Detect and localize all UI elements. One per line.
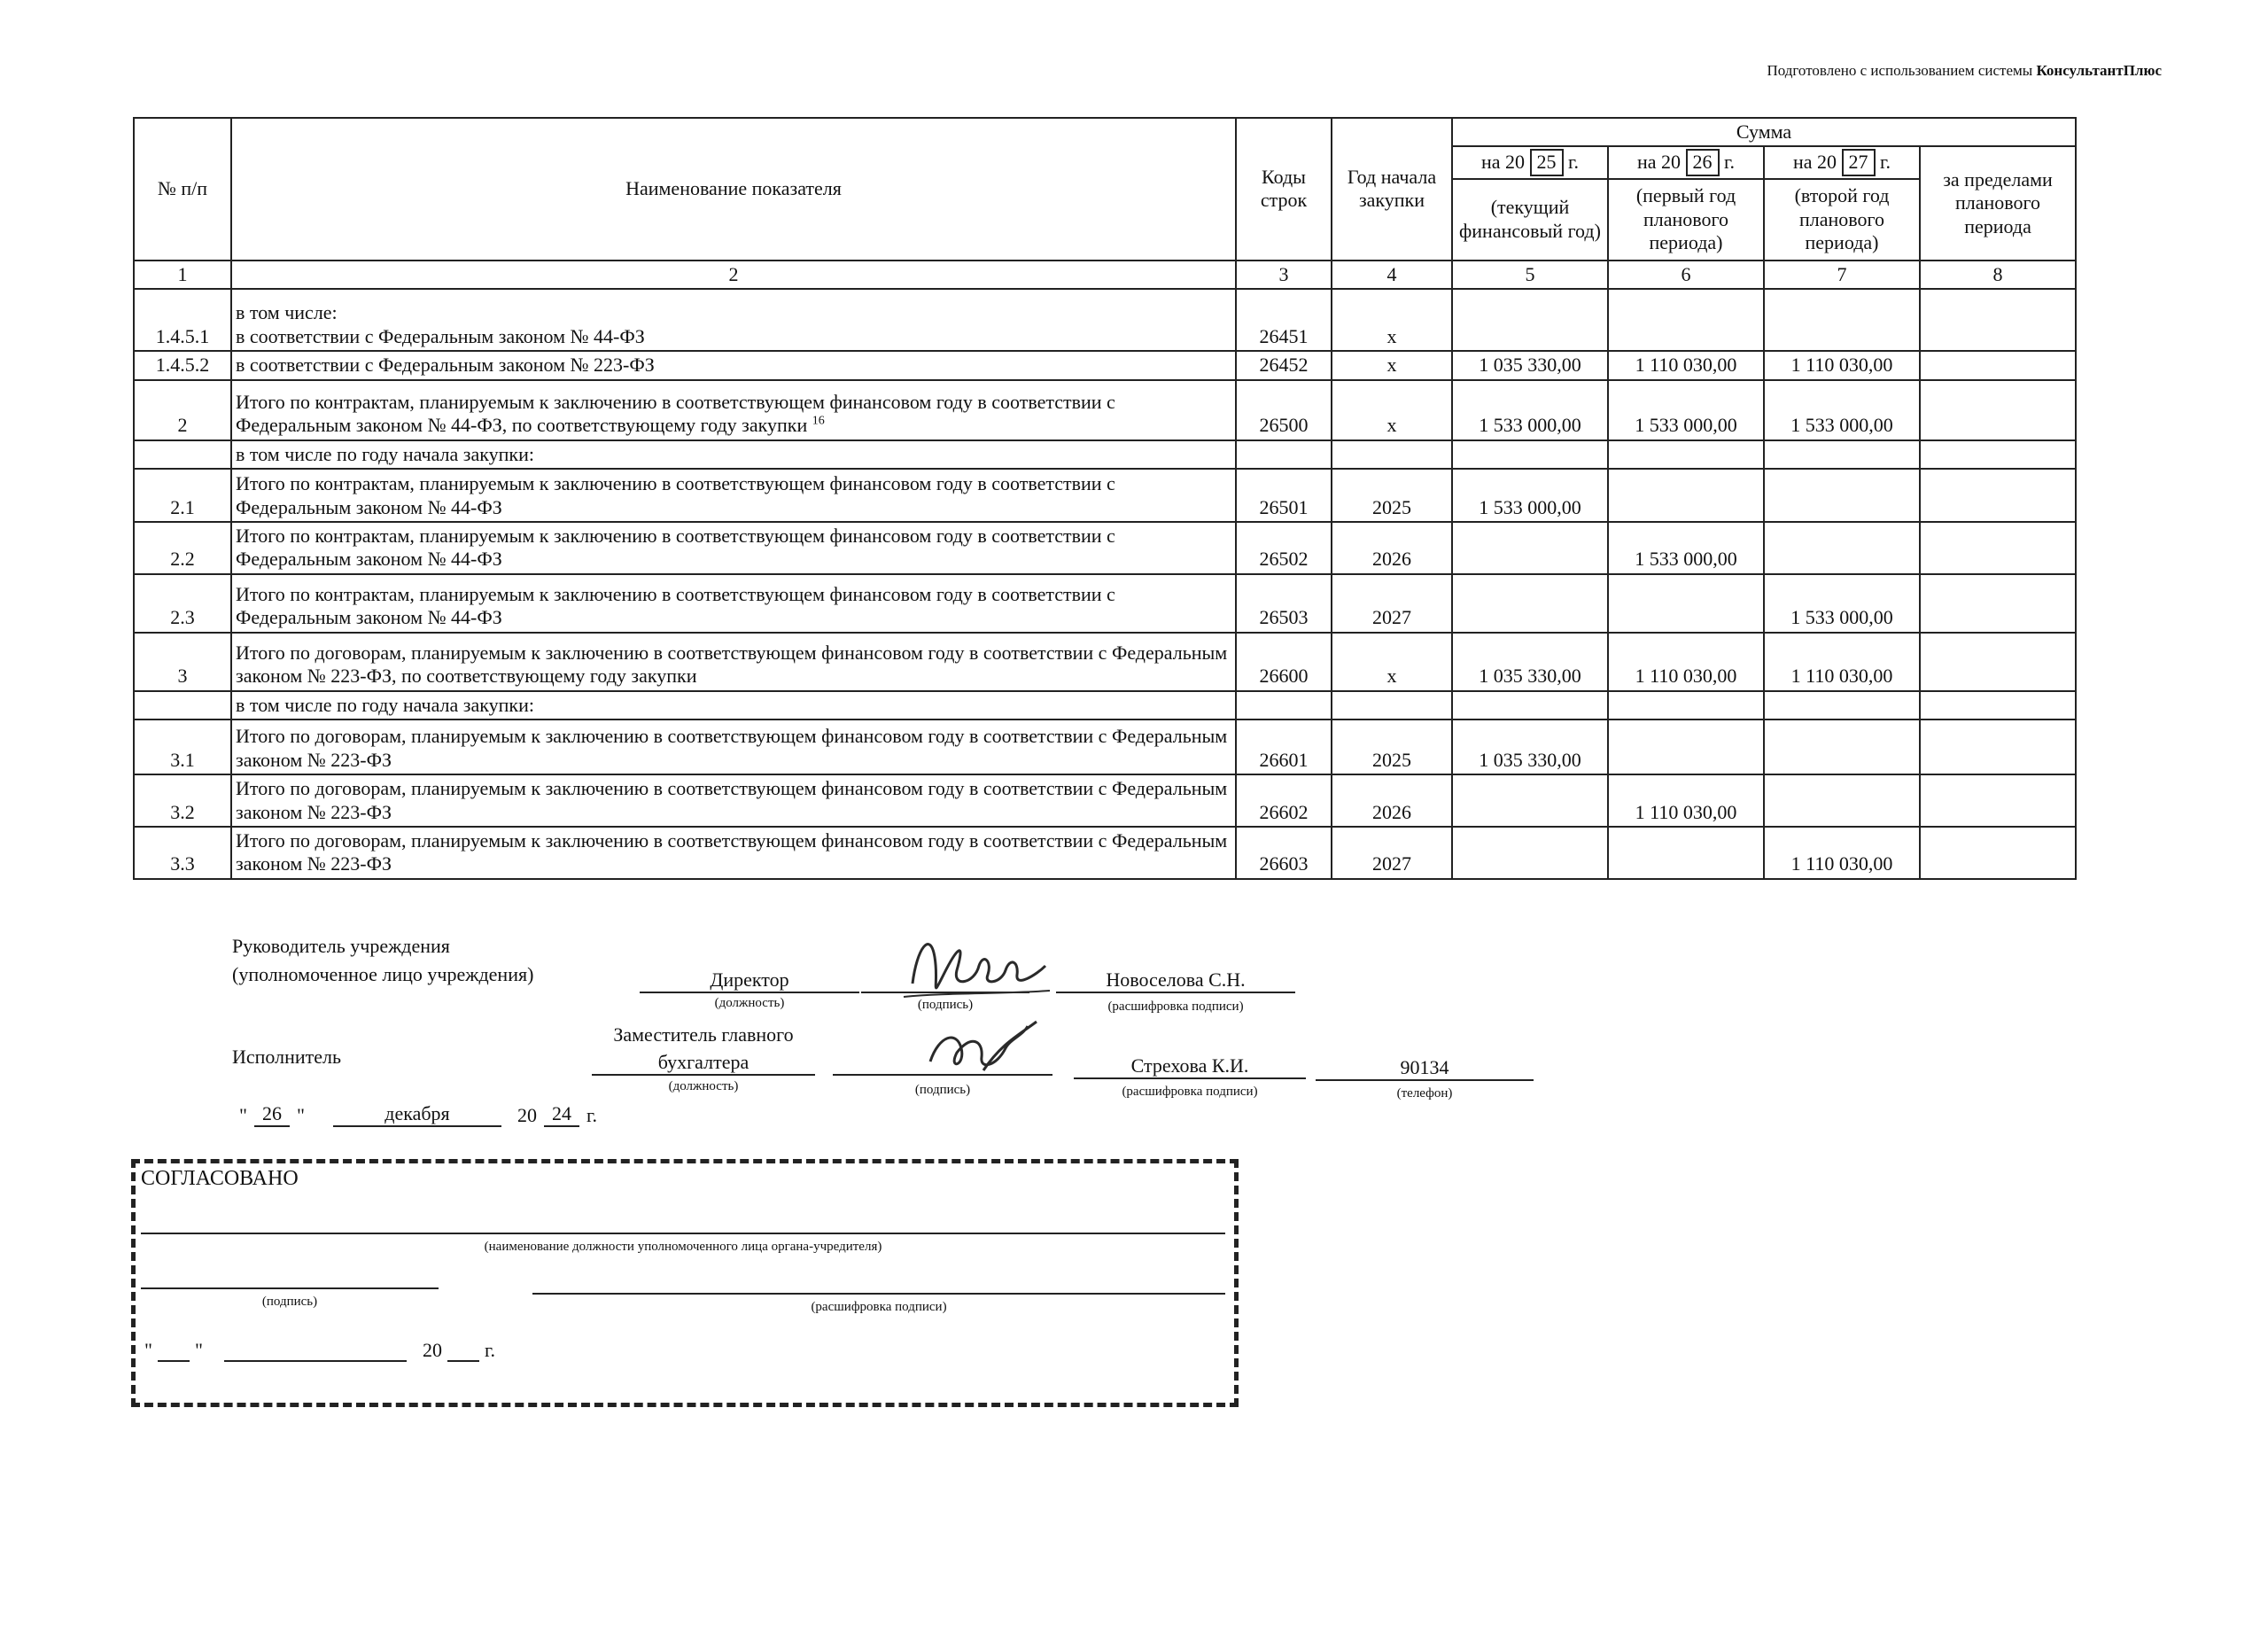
row-sum-2027 [1764,522,1920,574]
row-code: 26502 [1236,522,1332,574]
row-name-text: в том числе по году начала закупки: [236,693,534,716]
executor-handwritten-signature [921,1017,1045,1088]
col-header-code: Коды строк [1236,118,1332,261]
row-sum-2026: 1 110 030,00 [1608,351,1764,379]
row-sum-beyond [1920,633,2076,691]
row-sum-2027: 1 110 030,00 [1764,827,1920,879]
agreed-date-open-quote: " [144,1339,152,1361]
row-sum-2025 [1452,774,1608,827]
row-sum-beyond [1920,691,2076,719]
col-header-7-year: на 20 27 г. [1764,146,1920,178]
row-number: 3 [134,633,231,691]
row-name [231,827,1236,879]
row-year-start: x [1332,633,1452,691]
table-row [134,351,2076,379]
row-sum-2027 [1764,289,1920,351]
row-name-text: Итого по контрактам, планируемым к заключению в соответствующем финансовом году в соответствии с Федеральным законом № 44-ФЗ [236,524,1115,571]
agreed-date [144,1339,495,1362]
head-signature-caption: (подпись) [917,998,974,1012]
row-sum-2025 [1452,827,1608,879]
row-code: 26503 [1236,574,1332,633]
date-open-quote: " [239,1104,247,1126]
row-sum-beyond [1920,574,2076,633]
row-number: 2 [134,380,231,440]
row-sum-2027 [1764,691,1920,719]
agreed-date-suffix: г. [484,1339,496,1361]
agreed-signature-line [141,1287,439,1289]
row-sum-2026 [1608,289,1764,351]
row-year-start: x [1332,351,1452,379]
head-label-1: Руководитель учреждения [232,935,450,957]
executor-position-1: Заместитель главного [613,1023,794,1046]
row-sum-2027: 1 110 030,00 [1764,633,1920,691]
agreed-decoding-line [532,1293,1225,1295]
row-sum-2025 [1452,522,1608,574]
date-day: 26 [254,1102,290,1127]
row-name-text: в соответствии с Федеральным законом № 223-ФЗ [236,354,655,377]
agreed-block [131,1159,1239,1407]
executor-position-2: бухгалтера [592,1051,815,1076]
row-year-start: 2026 [1332,522,1452,574]
row-name [231,633,1236,691]
col-header-6-year: на 20 26 г. [1608,146,1764,178]
row-sum-beyond [1920,440,2076,469]
row-sum-2026 [1608,719,1764,774]
row-sum-2026: 1 533 000,00 [1608,380,1764,440]
agreed-date-month [224,1339,407,1362]
row-name [231,289,1236,351]
row-name [231,719,1236,774]
row-sum-2027 [1764,774,1920,827]
header-note [1767,62,2162,80]
row-sum-2025: 1 035 330,00 [1452,633,1608,691]
row-year-start: 2027 [1332,574,1452,633]
row-sum-2025 [1452,289,1608,351]
table-row [134,289,2076,351]
row-sum-2026 [1608,440,1764,469]
row-sum-beyond [1920,827,2076,879]
row-sum-2027: 1 533 000,00 [1764,380,1920,440]
row-name-text: Итого по контрактам, планируемым к заключению в соответствующем финансовом году в соответствии с Федеральным законом № 44-ФЗ [236,582,1115,629]
row-sum-2026 [1608,574,1764,633]
row-year-start: 2026 [1332,774,1452,827]
executor-name-caption: (расшифровка подписи) [1122,1085,1258,1099]
col-number: 6 [1608,261,1764,289]
col-header-7-desc: (второй год планового периода) [1764,179,1920,261]
executor-date [239,1102,597,1127]
executor-position-caption: (должность) [668,1079,739,1093]
row-sum-2027: 1 533 000,00 [1764,574,1920,633]
row-number: 3.2 [134,774,231,827]
footnote-marker: 16 [812,414,825,428]
row-sum-2027 [1764,469,1920,522]
row-name-text: Итого по договорам, планируемым к заключению в соответствующем финансовом году в соответствии с Федеральным законом № 223-ФЗ [236,725,1228,771]
date-close-quote: " [296,1104,305,1126]
agreed-date-day [158,1339,190,1362]
row-sum-2025 [1452,691,1608,719]
row-name-text: Итого по договорам, планируемым к заключению в соответствующем финансовом году в соответствии с Федеральным законом № 223-ФЗ [236,777,1228,823]
row-year-start [1332,440,1452,469]
row-name [231,351,1236,379]
date-suffix: г. [586,1104,598,1126]
row-sum-2025: 1 533 000,00 [1452,469,1608,522]
row-year-start: x [1332,380,1452,440]
row-sum-2025: 1 035 330,00 [1452,351,1608,379]
agreed-signature-caption: (подпись) [261,1295,318,1309]
row-sum-beyond [1920,522,2076,574]
row-number: 3.1 [134,719,231,774]
date-month: декабря [333,1102,501,1127]
head-name-caption: (расшифровка подписи) [1107,1000,1244,1014]
row-year-start: 2025 [1332,469,1452,522]
row-name [231,440,1236,469]
header-note-brand: КонсультантПлюс [2036,62,2162,79]
indicators-table [133,117,2077,880]
row-code [1236,691,1332,719]
row-number: 3.3 [134,827,231,879]
row-sum-2026: 1 110 030,00 [1608,774,1764,827]
row-sum-2025 [1452,440,1608,469]
row-number [134,440,231,469]
col-number: 1 [134,261,231,289]
row-sum-beyond [1920,774,2076,827]
head-position: Директор [640,968,859,993]
table-row [134,522,2076,574]
row-code: 26602 [1236,774,1332,827]
col-header-6-desc: (первый год планового периода) [1608,179,1764,261]
row-code: 26600 [1236,633,1332,691]
row-sum-2025: 1 533 000,00 [1452,380,1608,440]
table-row [134,719,2076,774]
col-header-8: за пределами планового периода [1920,146,2076,260]
col-number: 8 [1920,261,2076,289]
row-sum-beyond [1920,351,2076,379]
row-sum-2026: 1 533 000,00 [1608,522,1764,574]
row-name [231,469,1236,522]
table-row [134,574,2076,633]
row-code: 26601 [1236,719,1332,774]
row-sum-beyond [1920,289,2076,351]
row-code: 26603 [1236,827,1332,879]
row-sum-2026 [1608,827,1764,879]
row-code: 26451 [1236,289,1332,351]
row-sum-2025 [1452,574,1608,633]
executor-signature-caption: (подпись) [914,1083,971,1097]
table-row [134,469,2076,522]
row-name-text: Итого по договорам, планируемым к заключению в соответствующем финансовом году в соответствии с Федеральным законом № 223-ФЗ [236,828,1228,875]
col-header-5-year: на 20 25 г. [1452,146,1608,178]
row-name [231,574,1236,633]
col-header-name: Наименование показателя [231,118,1236,261]
row-year-start: 2025 [1332,719,1452,774]
row-name-text: в том числе по году начала закупки: [236,442,534,465]
table-row [134,774,2076,827]
row-number: 2.1 [134,469,231,522]
row-code: 26501 [1236,469,1332,522]
agreed-date-year-prefix: 20 [422,1339,442,1361]
table-row [134,827,2076,879]
agreed-date-year [447,1339,479,1362]
executor-phone: 90134 [1316,1056,1534,1081]
head-handwritten-signature [895,922,1054,1019]
row-code [1236,440,1332,469]
agreed-decoding-caption: (расшифровка подписи) [811,1300,947,1314]
row-year-start [1332,691,1452,719]
row-year-start: 2027 [1332,827,1452,879]
row-code: 26500 [1236,380,1332,440]
row-number: 2.2 [134,522,231,574]
col-header-year-start: Год начала закупки [1332,118,1452,261]
col-header-sum: Сумма [1452,118,2076,146]
executor-phone-caption: (телефон) [1396,1086,1453,1101]
col-number: 2 [231,261,1236,289]
row-sum-2027 [1764,440,1920,469]
row-sum-2027 [1764,719,1920,774]
row-sum-2026: 1 110 030,00 [1608,633,1764,691]
head-name: Новоселова С.Н. [1056,968,1295,993]
row-sum-beyond [1920,469,2076,522]
col-header-num: № п/п [134,118,231,261]
col-number: 3 [1236,261,1332,289]
agreed-position-line [141,1233,1225,1234]
executor-label: Исполнитель [232,1046,342,1068]
date-year-prefix: 20 [517,1104,537,1126]
agreed-title: СОГЛАСОВАНО [141,1167,299,1190]
col-header-5-desc: (текущий финансовый год) [1452,179,1608,261]
row-name [231,774,1236,827]
row-name-text: Итого по контрактам, планируемым к заключению в соответствующем финансовом году в соответствии с Федеральным законом № 44-ФЗ [236,472,1115,518]
row-sum-beyond [1920,380,2076,440]
agreed-date-close-quote: " [194,1339,203,1361]
col-number-row [134,261,2076,289]
row-name-text: Итого по контрактам, планируемым к заключению в соответствующем финансовом году в соответствии с Федеральным законом № 44-ФЗ, по соответствующему году закупки [236,390,1115,437]
row-sum-2025: 1 035 330,00 [1452,719,1608,774]
row-name-text: Итого по договорам, планируемым к заключению в соответствующем финансовом году в соответствии с Федеральным законом № 223-ФЗ, по соответствующему году закупки [236,641,1228,688]
row-name [231,522,1236,574]
row-number: 2.3 [134,574,231,633]
row-sum-2026 [1608,691,1764,719]
head-label-2: (уполномоченное лицо учреждения) [232,963,534,985]
row-name [231,691,1236,719]
col-number: 7 [1764,261,1920,289]
row-name [231,380,1236,440]
table-row [134,440,2076,469]
row-name-prefix: в том числе: [236,301,338,324]
row-number: 1.4.5.2 [134,351,231,379]
row-sum-2026 [1608,469,1764,522]
header-note-prefix: Подготовлено с использованием системы [1767,62,2037,79]
table-row [134,633,2076,691]
table-row [134,691,2076,719]
row-sum-beyond [1920,719,2076,774]
head-position-caption: (должность) [714,996,785,1010]
row-code: 26452 [1236,351,1332,379]
row-number [134,691,231,719]
row-name-text: в соответствии с Федеральным законом № 44-ФЗ [236,324,645,347]
table-row [134,380,2076,440]
col-number: 4 [1332,261,1452,289]
row-year-start: x [1332,289,1452,351]
date-year: 24 [544,1102,579,1127]
row-number: 1.4.5.1 [134,289,231,351]
row-sum-2027: 1 110 030,00 [1764,351,1920,379]
agreed-position-caption: (наименование должности уполномоченного лица органа-учредителя) [484,1240,882,1254]
executor-name: Стрехова К.И. [1074,1054,1306,1079]
col-number: 5 [1452,261,1608,289]
